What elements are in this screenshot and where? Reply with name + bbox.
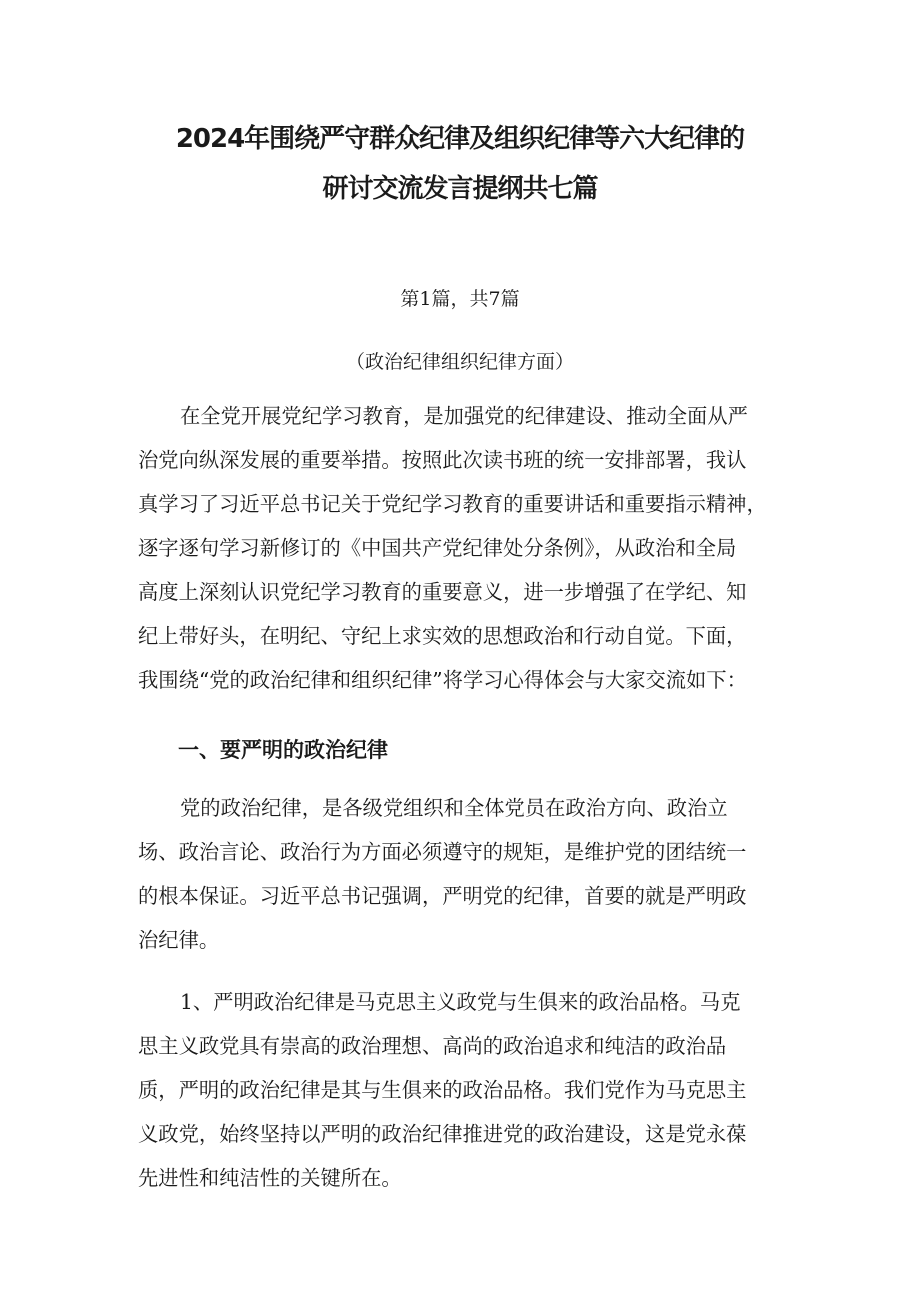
part-label: 第1篇，共7篇 [400, 288, 520, 310]
intro-paragraph-line: 纪上带好头，在明纪、守纪上求实效的思想政治和行动自觉。下面， [138, 624, 747, 648]
document-title-line-2: 研讨交流发言提纲共七篇 [322, 174, 598, 204]
section-paragraph-line: 治纪律。 [138, 928, 220, 952]
intro-paragraph-line: 我围绕“党的政治纪律和组织纪律”将学习心得体会与大家交流如下： [138, 668, 747, 692]
section-paragraph-line: 党的政治纪律，是各级党组织和全体党员在政治方向、政治立 [180, 796, 728, 820]
point-paragraph-line: 先进性和纯洁性的关键所在。 [138, 1166, 402, 1190]
intro-paragraph-line: 治党向纵深发展的重要举措。按照此次读书班的统一安排部署，我认 [138, 448, 747, 472]
point-paragraph-line: 义政党，始终坚持以严明的政治纪律推进党的政治建设，这是党永葆 [138, 1122, 747, 1146]
intro-paragraph-line: 真学习了习近平总书记关于党纪学习教育的重要讲话和重要指示精神， [138, 492, 767, 516]
section-heading: 一、要严明的政治纪律 [178, 738, 388, 762]
point-paragraph-line: 1、严明政治纪律是马克思主义政党与生俱来的政治品格。马克 [180, 990, 741, 1014]
subtitle: （政治纪律组织纪律方面） [345, 351, 574, 373]
point-paragraph-line: 思主义政党具有崇高的政治理想、高尚的政治追求和纯洁的政治品 [138, 1034, 727, 1058]
section-paragraph-line: 的根本保证。习近平总书记强调，严明党的纪律，首要的就是严明政 [138, 884, 747, 908]
intro-paragraph-line: 在全党开展党纪学习教育，是加强党的纪律建设、推动全面从严 [180, 404, 748, 428]
point-paragraph-line: 质，严明的政治纪律是其与生俱来的政治品格。我们党作为马克思主 [138, 1078, 747, 1102]
section-paragraph-line: 场、政治言论、政治行为方面必须遵守的规矩，是维护党的团结统一 [138, 840, 747, 864]
document-title-line-1: 2024年围绕严守群众纪律及组织纪律等六大纪律的 [175, 124, 745, 154]
intro-paragraph-line: 高度上深刻认识党纪学习教育的重要意义，进一步增强了在学纪、知 [138, 580, 747, 604]
intro-paragraph-line: 逐字逐句学习新修订的《中国共产党纪律处分条例》，从政治和全局 [138, 536, 737, 560]
